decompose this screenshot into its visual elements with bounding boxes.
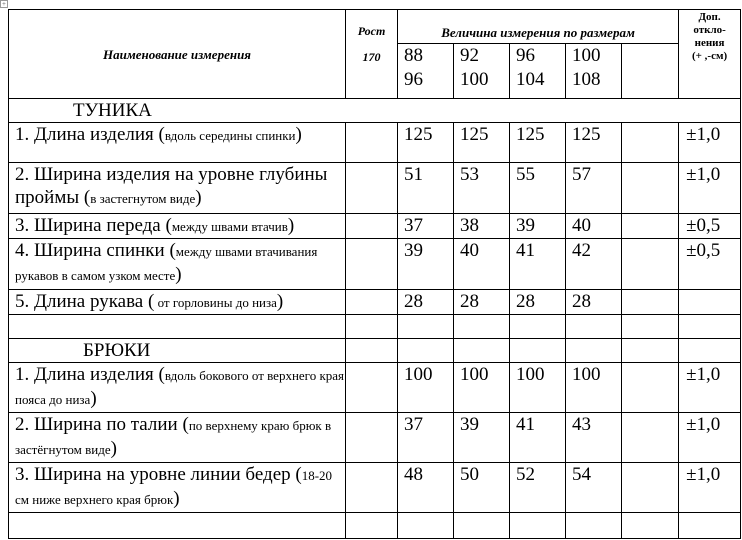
empty-row (9, 315, 741, 339)
value-cell: 125 (454, 123, 510, 163)
value-cell: 51 (398, 163, 454, 214)
value-cell: 48 (398, 463, 454, 513)
value-cell: 41 (510, 413, 566, 463)
measurement-name: 1. Длина изделия (вдоль середины спинки) (9, 123, 346, 163)
tolerance-cell: ±1,0 (679, 123, 741, 163)
value-cell: 100 (566, 363, 622, 413)
measurement-name: 1. Длина изделия (вдоль бокового от верхнего края пояса до низа) (9, 363, 346, 413)
value-cell: 54 (566, 463, 622, 513)
value-cell: 125 (510, 123, 566, 163)
section-title-pants: БРЮКИ (9, 339, 346, 363)
value-cell: 41 (510, 239, 566, 290)
value-cell: 42 (566, 239, 622, 290)
height-label: Рост (357, 24, 386, 38)
table-row (9, 363, 741, 413)
value-cell: 40 (454, 239, 510, 290)
table-row (9, 413, 741, 463)
measurement-name: 3. Ширина на уровне линии бедер (18-20 см ниже верхнего края брюк) (9, 463, 346, 513)
table-row (9, 214, 741, 239)
tolerance-cell: ±0,5 (679, 239, 741, 290)
header-tolerance-column (679, 10, 741, 99)
tolerance-cell: ±1,0 (679, 413, 741, 463)
value-cell: 40 (566, 214, 622, 239)
measurement-name: 2. Ширина по талии (по верхнему краю брюк в застёгнутом виде) (9, 413, 346, 463)
value-cell: 100 (398, 363, 454, 413)
measurement-name: 2. Ширина изделия на уровне глубины проймы (в застегнутом виде) (9, 163, 346, 214)
value-cell: 37 (398, 413, 454, 463)
value-cell: 125 (398, 123, 454, 163)
measurement-name: 5. Длина рукава ( от горловины до низа) (9, 290, 346, 315)
tolerance-cell: ±0,5 (679, 214, 741, 239)
header-values-label: Величина измерения по размерам (398, 10, 679, 44)
tolerance-cell: ±1,0 (679, 463, 741, 513)
value-cell: 50 (454, 463, 510, 513)
value-cell: 28 (566, 290, 622, 315)
size-cell: 100 108 (566, 44, 622, 99)
tolerance-cell (679, 290, 741, 315)
value-cell: 39 (454, 413, 510, 463)
value-cell: 28 (510, 290, 566, 315)
tolerance-cell: ±1,0 (679, 163, 741, 214)
empty-size-cell (622, 44, 679, 99)
value-cell: 28 (454, 290, 510, 315)
value-cell: 43 (566, 413, 622, 463)
size-cell: 96 104 (510, 44, 566, 99)
empty-row (9, 513, 741, 539)
value-cell: 37 (398, 214, 454, 239)
section-row-pants (9, 339, 741, 363)
table-row (9, 290, 741, 315)
value-cell: 100 (454, 363, 510, 413)
section-row-tunic (9, 99, 741, 123)
tolerance-label-3: нения (694, 37, 725, 49)
value-cell: 39 (398, 239, 454, 290)
tolerance-label-1: Доп. (698, 11, 721, 23)
table-row (9, 239, 741, 290)
measurement-name: 3. Ширина переда (между швами втачив) (9, 214, 346, 239)
table-row (9, 123, 741, 163)
measurement-name: 4. Ширина спинки (между швами втачивания рукавов в самом узком месте) (9, 239, 346, 290)
height-value: 170 (362, 50, 381, 64)
header-name-column: Наименование измерения (9, 10, 346, 99)
size-cell: 88 96 (398, 44, 454, 99)
value-cell: 39 (510, 214, 566, 239)
value-cell: 38 (454, 214, 510, 239)
value-cell: 53 (454, 163, 510, 214)
header-row-top (9, 10, 741, 44)
value-cell: 28 (398, 290, 454, 315)
value-cell: 125 (566, 123, 622, 163)
size-cell: 92 100 (454, 44, 510, 99)
section-title-tunic: ТУНИКА (9, 99, 346, 123)
value-cell: 55 (510, 163, 566, 214)
tolerance-cell: ±1,0 (679, 363, 741, 413)
value-cell: 52 (510, 463, 566, 513)
table-row (9, 163, 741, 214)
value-cell: 57 (566, 163, 622, 214)
table-row (9, 463, 741, 513)
tolerance-label-2: откло- (693, 24, 726, 36)
value-cell: 100 (510, 363, 566, 413)
table-move-handle-icon[interactable]: + (0, 0, 8, 8)
header-height-column (346, 10, 398, 99)
measurement-table (8, 9, 741, 539)
tolerance-label-4: (+ ,-см) (691, 50, 728, 62)
